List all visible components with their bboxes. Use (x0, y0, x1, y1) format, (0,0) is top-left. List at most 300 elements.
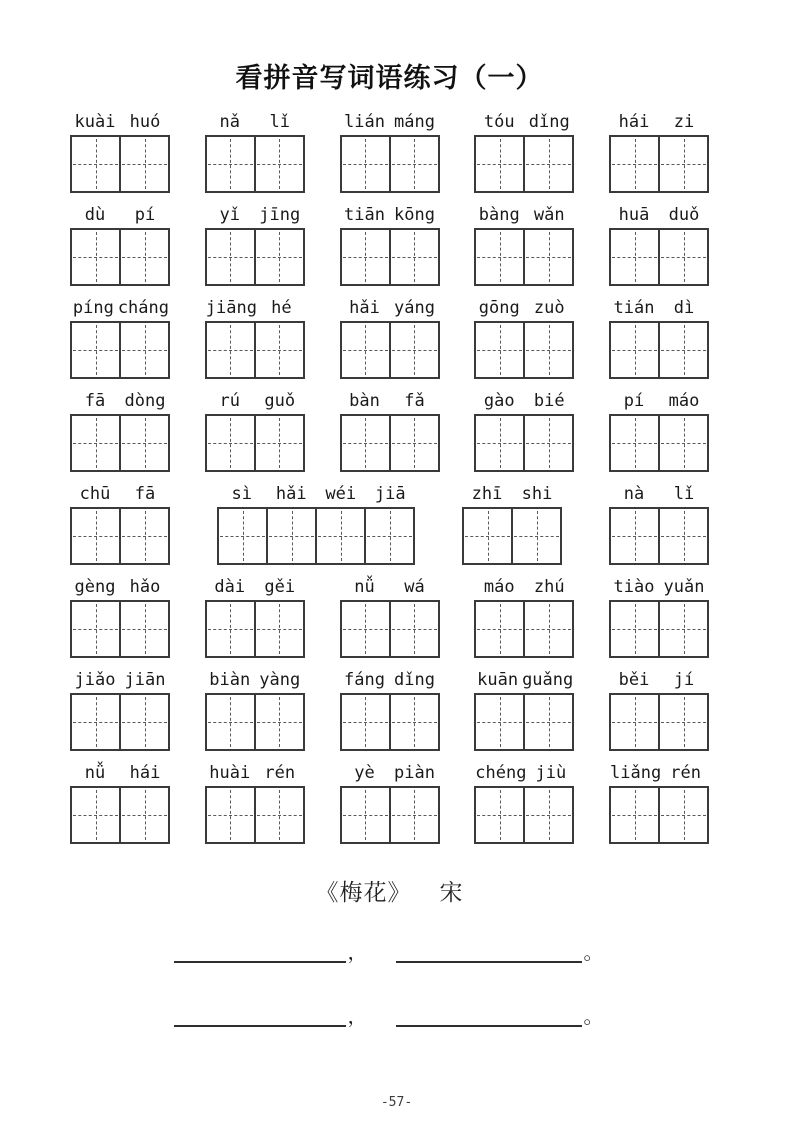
pinyin-syllable: duǒ (668, 205, 700, 225)
pinyin-syllable: guǒ (264, 391, 296, 411)
pinyin-syllable: wéi (325, 484, 357, 504)
word-item (474, 576, 574, 658)
pinyin-syllable: máo (483, 577, 515, 597)
writing-cell[interactable] (219, 509, 268, 563)
writing-cell[interactable] (342, 137, 391, 191)
writing-cell[interactable] (256, 416, 303, 470)
word-item (609, 483, 709, 565)
poem-dynasty: 宋 (439, 880, 464, 905)
pinyin-label (70, 483, 170, 507)
pinyin-syllable: lián (344, 112, 385, 132)
writing-grid (609, 693, 709, 751)
writing-cell[interactable] (121, 695, 168, 749)
writing-cell[interactable] (660, 602, 707, 656)
writing-cell[interactable] (391, 695, 438, 749)
pinyin-syllable: shi (521, 484, 553, 504)
pinyin-label (70, 111, 170, 135)
pinyin-syllable: chéng (475, 763, 527, 783)
pinyin-syllable: lǐ (269, 112, 290, 132)
writing-grid (340, 135, 440, 193)
writing-grid (70, 507, 170, 565)
writing-cell[interactable] (391, 416, 438, 470)
word-item (340, 576, 440, 658)
writing-cell[interactable] (611, 788, 660, 842)
word-row (70, 111, 709, 193)
pinyin-syllable: máng (394, 112, 435, 132)
writing-cell[interactable] (476, 602, 525, 656)
word-item (609, 111, 709, 193)
writing-cell[interactable] (525, 416, 572, 470)
pinyin-syllable: piàn (394, 763, 435, 783)
pinyin-label (70, 297, 170, 321)
pinyin-syllable: píng (72, 298, 114, 318)
pinyin-syllable: pí (134, 205, 156, 225)
pinyin-syllable: fǎ (404, 391, 425, 411)
writing-grid (70, 693, 170, 751)
writing-grid (474, 228, 574, 286)
writing-cell[interactable] (342, 602, 391, 656)
pinyin-syllable: kuài (74, 112, 116, 132)
pinyin-label (340, 390, 440, 414)
pinyin-syllable: chū (79, 484, 111, 504)
writing-cell[interactable] (391, 602, 438, 656)
pinyin-syllable: dòng (124, 391, 166, 411)
writing-grid (609, 135, 709, 193)
writing-cell[interactable] (391, 323, 438, 377)
writing-cell[interactable] (342, 788, 391, 842)
pinyin-label (609, 762, 709, 786)
pinyin-label (205, 669, 305, 693)
word-item (340, 111, 440, 193)
writing-grid (609, 600, 709, 658)
writing-cell[interactable] (391, 788, 438, 842)
pinyin-syllable: tiān (344, 205, 385, 225)
pinyin-syllable: biàn (209, 670, 251, 690)
pinyin-label (205, 576, 305, 600)
word-item (70, 483, 170, 565)
pinyin-syllable: tóu (483, 112, 515, 132)
page-title: 看拼音写词语练习（一） (235, 63, 544, 93)
writing-grid (70, 786, 170, 844)
writing-cell[interactable] (660, 137, 707, 191)
writing-cell[interactable] (207, 416, 256, 470)
writing-cell[interactable] (121, 137, 168, 191)
pinyin-label (474, 762, 574, 786)
writing-cell[interactable] (207, 602, 256, 656)
pinyin-syllable: bié (533, 391, 565, 411)
word-item (70, 297, 170, 379)
writing-cell[interactable] (391, 137, 438, 191)
word-item (340, 762, 440, 844)
pinyin-syllable: yáng (394, 298, 435, 318)
pinyin-syllable: jiā (374, 484, 406, 504)
pinyin-syllable: pí (623, 391, 645, 411)
pinyin-syllable: zhú (533, 577, 565, 597)
writing-grid (462, 507, 562, 565)
writing-cell[interactable] (256, 323, 303, 377)
writing-grid (474, 321, 574, 379)
writing-cell[interactable] (121, 788, 168, 842)
writing-grid (70, 321, 170, 379)
pinyin-syllable: gèng (74, 577, 116, 597)
writing-cell[interactable] (611, 602, 660, 656)
pinyin-label (340, 762, 440, 786)
pinyin-label (70, 204, 170, 228)
writing-grid (474, 414, 574, 472)
pinyin-syllable: kuān (477, 670, 519, 690)
pinyin-label (205, 111, 305, 135)
writing-grid (609, 414, 709, 472)
writing-grid (70, 600, 170, 658)
pinyin-syllable: nà (623, 484, 645, 504)
writing-cell[interactable] (476, 416, 525, 470)
writing-cell[interactable] (256, 695, 303, 749)
writing-cell[interactable] (660, 323, 707, 377)
writing-cell[interactable] (611, 137, 660, 191)
pinyin-label (340, 669, 440, 693)
writing-cell[interactable] (525, 230, 572, 284)
writing-grid (340, 693, 440, 751)
pinyin-syllable: rén (264, 763, 296, 783)
word-item (462, 483, 562, 565)
pinyin-syllable: rén (670, 763, 701, 783)
writing-cell[interactable] (476, 788, 525, 842)
writing-cell[interactable] (391, 230, 438, 284)
pinyin-label (340, 297, 440, 321)
writing-cell[interactable] (525, 695, 572, 749)
pinyin-syllable: zi (673, 112, 695, 132)
pinyin-syllable: hái (129, 763, 161, 783)
writing-grid (340, 414, 440, 472)
writing-grid (70, 414, 170, 472)
writing-cell[interactable] (476, 230, 525, 284)
pinyin-syllable: wǎn (533, 205, 565, 225)
word-item (205, 204, 305, 286)
writing-cell[interactable] (72, 602, 121, 656)
pinyin-label (205, 297, 305, 321)
pinyin-label (340, 111, 440, 135)
pinyin-label (609, 111, 709, 135)
pinyin-syllable: zuò (533, 298, 565, 318)
writing-grid (205, 693, 305, 751)
writing-cell[interactable] (660, 509, 707, 563)
writing-cell[interactable] (611, 509, 660, 563)
pinyin-syllable: jiāng (205, 298, 257, 318)
word-row (70, 390, 709, 472)
writing-cell[interactable] (611, 416, 660, 470)
writing-cell[interactable] (476, 695, 525, 749)
writing-cell[interactable] (72, 323, 121, 377)
word-item (474, 762, 574, 844)
word-item (474, 390, 574, 472)
writing-cell[interactable] (207, 230, 256, 284)
pinyin-syllable: hǎo (129, 577, 161, 597)
pinyin-syllable: huā (618, 205, 650, 225)
pinyin-syllable: hé (271, 298, 292, 318)
writing-cell[interactable] (342, 695, 391, 749)
writing-cell[interactable] (476, 323, 525, 377)
pinyin-label (609, 669, 709, 693)
pinyin-label (474, 111, 574, 135)
pinyin-syllable: rú (219, 391, 240, 411)
worksheet-rows (70, 111, 709, 844)
writing-cell[interactable] (366, 509, 413, 563)
answer-blank[interactable] (396, 937, 582, 963)
word-item (609, 576, 709, 658)
writing-cell[interactable] (121, 509, 168, 563)
word-item (474, 111, 574, 193)
pinyin-syllable: nǚ (354, 577, 375, 597)
pinyin-syllable: dài (214, 577, 246, 597)
writing-cell[interactable] (121, 416, 168, 470)
pinyin-label (474, 390, 574, 414)
writing-cell[interactable] (342, 230, 391, 284)
poem-title: 《梅花》 (315, 880, 412, 905)
word-item (340, 204, 440, 286)
pinyin-label (205, 762, 305, 786)
pinyin-label (70, 669, 170, 693)
writing-cell[interactable] (256, 602, 303, 656)
poem-heading (70, 874, 709, 907)
pinyin-syllable: fā (134, 484, 156, 504)
writing-cell[interactable] (121, 323, 168, 377)
pinyin-label (70, 762, 170, 786)
writing-cell[interactable] (342, 416, 391, 470)
word-item (70, 576, 170, 658)
writing-cell[interactable] (476, 137, 525, 191)
pinyin-label (609, 204, 709, 228)
pinyin-syllable: hái (618, 112, 650, 132)
pinyin-syllable: bàn (349, 391, 380, 411)
answer-blank[interactable] (174, 937, 346, 963)
writing-cell[interactable] (207, 695, 256, 749)
writing-cell[interactable] (342, 323, 391, 377)
writing-grid (474, 693, 574, 751)
writing-grid (205, 414, 305, 472)
writing-cell[interactable] (611, 323, 660, 377)
pinyin-label (340, 204, 440, 228)
writing-cell[interactable] (256, 230, 303, 284)
writing-grid (205, 321, 305, 379)
pinyin-syllable: yǐ (219, 205, 240, 225)
writing-cell[interactable] (72, 695, 121, 749)
writing-grid (340, 600, 440, 658)
pinyin-syllable: huó (129, 112, 161, 132)
writing-grid (609, 321, 709, 379)
pinyin-label (609, 390, 709, 414)
word-item (205, 390, 305, 472)
word-item (609, 669, 709, 751)
word-item (340, 669, 440, 751)
pinyin-syllable: nǎ (219, 112, 240, 132)
writing-cell[interactable] (72, 137, 121, 191)
writing-grid (474, 600, 574, 658)
word-item (205, 762, 305, 844)
pinyin-syllable: bàng (478, 205, 520, 225)
word-item (205, 111, 305, 193)
writing-cell[interactable] (660, 695, 707, 749)
pinyin-label (217, 483, 415, 507)
pinyin-syllable: fáng (344, 670, 385, 690)
writing-cell[interactable] (525, 323, 572, 377)
pinyin-syllable: yè (354, 763, 375, 783)
word-item (70, 669, 170, 751)
pinyin-syllable: hǎi (275, 484, 307, 504)
pinyin-label (474, 576, 574, 600)
writing-cell[interactable] (611, 230, 660, 284)
pinyin-label (462, 483, 562, 507)
writing-grid (217, 507, 415, 565)
writing-grid (70, 135, 170, 193)
writing-grid (340, 228, 440, 286)
word-row (70, 204, 709, 286)
pinyin-syllable: zhī (471, 484, 503, 504)
word-item (205, 297, 305, 379)
word-item (70, 111, 170, 193)
writing-cell[interactable] (464, 509, 513, 563)
word-item (609, 204, 709, 286)
word-item (70, 204, 170, 286)
pinyin-syllable: hǎi (349, 298, 380, 318)
pinyin-label (609, 297, 709, 321)
writing-cell[interactable] (317, 509, 366, 563)
pinyin-label (340, 576, 440, 600)
writing-cell[interactable] (256, 788, 303, 842)
writing-cell[interactable] (256, 137, 303, 191)
pinyin-label (70, 576, 170, 600)
pinyin-label (474, 204, 574, 228)
word-item (340, 390, 440, 472)
answer-blank[interactable] (396, 1001, 582, 1027)
word-row (70, 297, 709, 379)
pinyin-syllable: liǎng (610, 763, 662, 783)
word-row (70, 762, 709, 844)
pinyin-syllable: yuǎn (663, 577, 705, 597)
word-item (474, 669, 574, 751)
pinyin-syllable: jiù (535, 763, 567, 783)
pinyin-syllable: yàng (259, 670, 301, 690)
pinyin-syllable: nǚ (84, 763, 106, 783)
writing-cell[interactable] (660, 416, 707, 470)
writing-grid (340, 321, 440, 379)
word-item (609, 297, 709, 379)
pinyin-syllable: jiān (124, 670, 166, 690)
writing-cell[interactable] (207, 137, 256, 191)
writing-grid (340, 786, 440, 844)
pinyin-label (70, 390, 170, 414)
writing-grid (205, 228, 305, 286)
pinyin-syllable: jiǎo (74, 670, 116, 690)
pinyin-label (609, 576, 709, 600)
pinyin-syllable: máo (668, 391, 700, 411)
word-row (70, 576, 709, 658)
pinyin-syllable: dǐng (394, 670, 435, 690)
poem-line (70, 933, 709, 963)
word-item (609, 390, 709, 472)
period-punct: 。 (583, 1006, 604, 1028)
writing-cell[interactable] (121, 602, 168, 656)
writing-cell[interactable] (207, 788, 256, 842)
pinyin-syllable: guǎng (522, 670, 574, 690)
writing-cell[interactable] (207, 323, 256, 377)
pinyin-label (609, 483, 709, 507)
writing-cell[interactable] (525, 602, 572, 656)
pinyin-syllable: tián (613, 298, 655, 318)
period-punct: 。 (583, 942, 604, 964)
writing-cell[interactable] (660, 230, 707, 284)
pinyin-syllable: huài (209, 763, 251, 783)
writing-grid (609, 507, 709, 565)
writing-cell[interactable] (525, 788, 572, 842)
word-item (205, 669, 305, 751)
writing-grid (609, 786, 709, 844)
pinyin-syllable: gào (483, 391, 515, 411)
writing-grid (474, 135, 574, 193)
poem-line (70, 997, 709, 1027)
writing-grid (70, 228, 170, 286)
pinyin-syllable: lǐ (673, 484, 695, 504)
pinyin-syllable: gěi (264, 577, 296, 597)
word-row (70, 483, 709, 565)
writing-grid (474, 786, 574, 844)
word-item (474, 297, 574, 379)
writing-cell[interactable] (268, 509, 317, 563)
pinyin-syllable: dǐng (528, 112, 570, 132)
writing-cell[interactable] (121, 230, 168, 284)
writing-cell[interactable] (611, 695, 660, 749)
pinyin-syllable: běi (618, 670, 650, 690)
word-item (70, 390, 170, 472)
writing-grid (205, 135, 305, 193)
pinyin-syllable: dì (673, 298, 695, 318)
writing-cell[interactable] (72, 416, 121, 470)
poem-section (70, 874, 709, 1027)
word-row (70, 669, 709, 751)
pinyin-label (474, 669, 574, 693)
word-item (205, 576, 305, 658)
writing-cell[interactable] (513, 509, 560, 563)
answer-blank[interactable] (174, 1001, 346, 1027)
pinyin-syllable: kōng (394, 205, 435, 225)
pinyin-syllable: jí (673, 670, 695, 690)
writing-grid (609, 228, 709, 286)
page-number: -57- (380, 1095, 413, 1110)
writing-grid (205, 786, 305, 844)
comma-punct: ， (347, 942, 368, 964)
pinyin-syllable: wá (404, 577, 425, 597)
word-item (609, 762, 709, 844)
pinyin-label (205, 204, 305, 228)
word-item (474, 204, 574, 286)
pinyin-syllable: fā (84, 391, 106, 411)
word-item (70, 762, 170, 844)
word-item (217, 483, 415, 565)
pinyin-syllable: sì (231, 484, 252, 504)
word-item (340, 297, 440, 379)
pinyin-syllable: jīng (259, 205, 301, 225)
comma-punct: ， (347, 1006, 368, 1028)
pinyin-label (205, 390, 305, 414)
writing-grid (205, 600, 305, 658)
pinyin-syllable: dù (84, 205, 106, 225)
writing-cell[interactable] (660, 788, 707, 842)
writing-cell[interactable] (72, 788, 121, 842)
writing-cell[interactable] (72, 509, 121, 563)
writing-cell[interactable] (525, 137, 572, 191)
writing-cell[interactable] (72, 230, 121, 284)
pinyin-syllable: tiào (613, 577, 655, 597)
pinyin-label (474, 297, 574, 321)
